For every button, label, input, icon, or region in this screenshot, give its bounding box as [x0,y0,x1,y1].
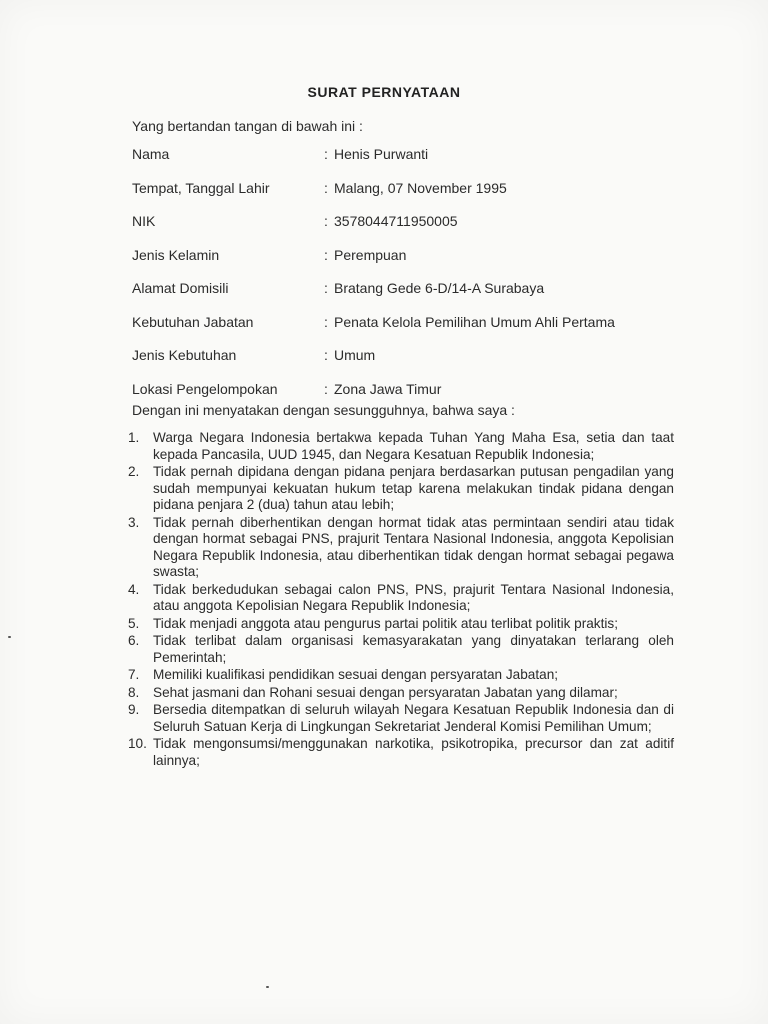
item-number: 5. [128,615,140,631]
item-number: 10. [128,736,147,751]
field-value: Bratang Gede 6-D/14-A Surabaya [334,280,545,296]
item-text: Tidak menjadi anggota atau pengurus partai politik atau terlibat politik praktis; [153,615,618,631]
field-label: Lokasi Pengelompokan [132,380,278,397]
item-text: Tidak berkedudukan sebagai calon PNS, PNS, prajurit Tentara Nasional Indonesia, atau anggota Kepolisian Negara Republik Indonesia; [153,581,674,613]
field-colon: : [324,146,328,162]
field-label: Alamat Domisili [132,280,229,296]
field-colon: : [324,380,328,397]
field-value: Penata Kelola Pemilihan Umum Ahli Pertama [334,313,615,330]
scan-speck [8,636,11,638]
field-colon: : [324,213,328,229]
item-number: 7. [128,667,140,682]
field-label: Tempat, Tanggal Lahir [132,179,270,196]
item-number: 3. [128,514,140,530]
item-text: Tidak terlibat dalam organisasi kemasyarakatan yang dinyatakan terlarang oleh Pemerintah; [153,633,674,665]
item-number: 4. [128,581,140,597]
field-value: 3578044711950005 [334,213,458,229]
item-text: Tidak pernah diberhentikan dengan hormat tidak atas permintaan sendiri atau tidak dengan hormat sebagai PNS, prajurit Tentara Nasional Indonesia, anggota Kepolisian Negara Republik Indonesia, atau diberhentikan tidak dengan hormat sebagai pegawa swasta; [153,514,674,579]
field-row [132,213,692,247]
item-number: 9. [128,702,140,717]
field-row [132,247,692,281]
list-item [128,633,674,666]
item-text: Warga Negara Indonesia bertakwa kepada Tuhan Yang Maha Esa, setia dan taat kepada Pancasila, UUD 1945, dan Negara Kesatuan Republik Indonesia; [153,430,674,462]
list-item [128,736,674,769]
field-value: Malang, 07 November 1995 [334,179,507,196]
field-row [132,314,692,348]
list-item [128,702,674,735]
field-colon: : [324,179,328,196]
field-colon: : [324,280,328,296]
identity-fields [132,146,692,414]
field-colon: : [324,246,328,263]
field-label: Nama [132,146,170,162]
field-value: Umum [334,347,376,363]
field-value: Henis Purwanti [334,146,429,162]
field-colon: : [324,347,328,363]
list-item [128,685,674,702]
list-item [128,464,674,514]
field-label: Jenis Kelamin [132,246,220,263]
declaration-list [128,430,674,770]
field-colon: : [324,313,328,330]
list-item [128,667,674,684]
field-value: Perempuan [334,246,407,263]
item-text: Memiliki kualifikasi pendidikan sesuai dengan persyaratan Jabatan; [153,667,559,682]
field-label: Jenis Kebutuhan [132,347,237,363]
scan-speck [266,986,269,988]
list-item [128,430,674,463]
item-text: Tidak mengonsumsi/menggunakan narkotika, psikotropika, precursor dan zat aditif lainnya; [153,736,674,768]
list-item [128,582,674,615]
item-number: 1. [128,430,140,445]
document-title: SURAT PERNYATAAN [307,84,461,100]
item-number: 6. [128,633,140,648]
item-text: Bersedia ditempatkan di seluruh wilayah Negara Kesatuan Republik Indonesia dan di Seluruh Satuan Kerja di Lingkungan Sekretariat Jenderal Komisi Pemilihan Umum; [153,702,674,734]
list-item [128,616,674,633]
field-label: Kebutuhan Jabatan [132,313,254,330]
field-row [132,146,692,180]
field-row [132,280,692,314]
item-number: 8. [128,684,140,700]
intro-text: Yang bertandan tangan di bawah ini : [132,118,363,134]
item-text: Sehat jasmani dan Rohani sesuai dengan persyaratan Jabatan yang dilamar; [153,684,618,700]
field-value: Zona Jawa Timur [334,380,442,397]
item-text: Tidak pernah dipidana dengan pidana penjara berdasarkan putusan pengadilan yang sudah mempunyai kekuatan hukum tetap karena melakukan tindak pidana dengan pidana penjara 2 (dua) tahun atau lebih; [153,464,674,512]
statement-text: Dengan ini menyatakan dengan sesungguhnya, bahwa saya : [132,402,515,418]
field-label: NIK [132,213,156,229]
item-number: 2. [128,464,140,479]
field-row [132,180,692,214]
field-row [132,347,692,381]
list-item [128,515,674,581]
